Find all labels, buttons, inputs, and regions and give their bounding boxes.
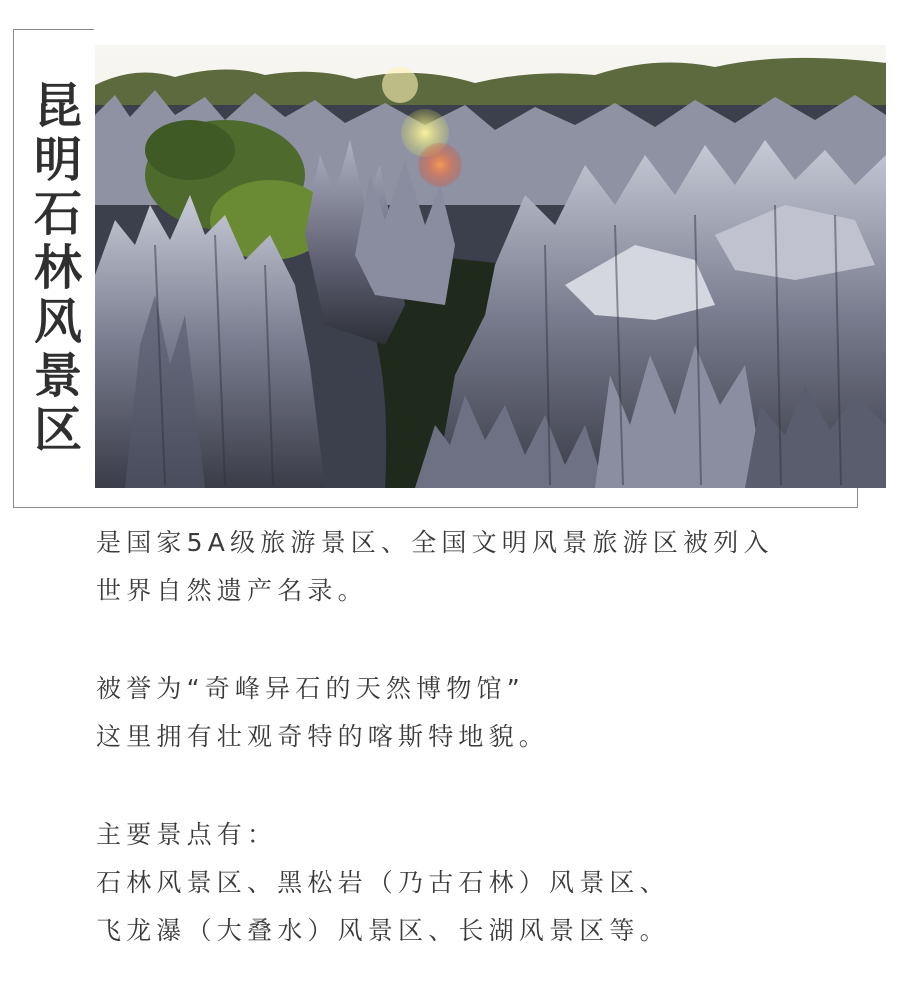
reputation-line-2: 这里拥有壮观奇特的喀斯特地貌。	[96, 722, 550, 751]
stone-forest-photo	[95, 45, 886, 488]
frame-right-line	[857, 488, 858, 508]
attractions-paragraph	[96, 811, 670, 955]
intro-paragraph	[96, 519, 774, 615]
attractions-line-1: 主要景点有：	[96, 820, 278, 849]
title-column	[14, 30, 94, 508]
page-title: 昆明石林风景区	[25, 80, 82, 458]
reputation-paragraph	[96, 665, 549, 761]
attractions-line-3: 飞龙瀑（大叠水）风景区、长湖风景区等。	[96, 916, 670, 945]
frame-bottom-line	[13, 507, 858, 508]
reputation-line-1: 被誉为“奇峰异石的天然博物馆”	[96, 674, 525, 703]
intro-line-1: 是国家5A级旅游景区、全国文明风景旅游区被列入	[96, 528, 774, 557]
attractions-line-2: 石林风景区、黑松岩（乃古石林）风景区、	[96, 868, 670, 897]
intro-line-2: 世界自然遗产名录。	[96, 576, 368, 605]
